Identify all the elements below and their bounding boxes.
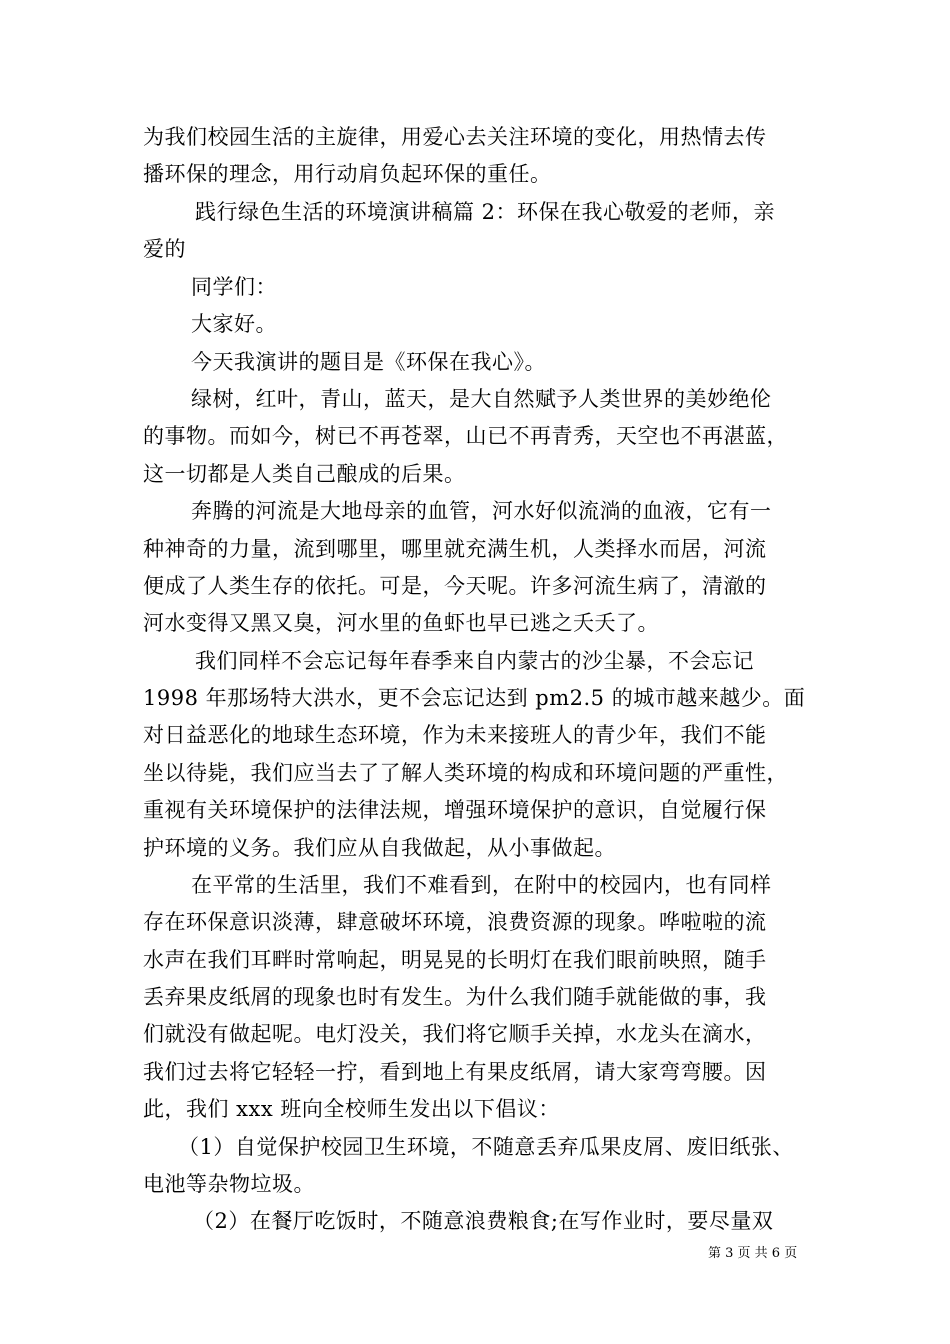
text-line: 绿树，红叶，青山，蓝天，是大自然赋予人类世界的美妙绝伦: [191, 387, 772, 411]
text-line: 大家好。: [191, 312, 277, 336]
text-line: 坐以待毙，我们应当去了了解人类环境的构成和环境问题的严重性，: [143, 761, 788, 785]
text-line: 我们过去将它轻轻一拧，看到地上有果皮纸屑，请大家弯弯腰。因: [143, 1060, 767, 1084]
text-line: 1998 年那场特大洪水，更不会忘记达到 pm2.5 的城市越来越少。面: [143, 686, 806, 710]
text-line: 同学们：: [191, 275, 277, 299]
text-line: 践行绿色生活的环境演讲稿篇 2：环保在我心敬爱的老师，亲: [195, 200, 776, 224]
text-line: 这一切都是人类自己酿成的后果。: [143, 462, 466, 486]
text-line: 此，我们 xxx 班向全校师生发出以下倡议：: [143, 1097, 560, 1121]
list-item-1: （1）自觉保护校园卫生环境，不随意丢弃瓜果皮屑、废旧纸张、: [178, 1135, 794, 1159]
text-line: 重视有关环境保护的法律法规，增强环境保护的意识，自觉履行保: [143, 798, 767, 822]
text-line: 的事物。而如今，树已不再苍翠，山已不再青秀，天空也不再湛蓝，: [143, 424, 788, 448]
text-line: 丢弃果皮纸屑的现象也时有发生。为什么我们随手就能做的事，我: [143, 985, 767, 1009]
text-line: 为我们校园生活的主旋律，用爱心去关注环境的变化，用热情去传: [143, 125, 767, 149]
text-line: 对日益恶化的地球生态环境，作为未来接班人的青少年，我们不能: [143, 723, 767, 747]
text-line: 今天我演讲的题目是《环保在我心》。: [191, 350, 546, 374]
page-indicator: 第 3 页 共 6 页: [708, 1246, 798, 1261]
text-line: 在平常的生活里，我们不难看到，在附中的校园内，也有同样: [191, 873, 772, 897]
text-line: 电池等杂物垃圾。: [143, 1172, 315, 1196]
text-line: 便成了人类生存的依托。可是，今天呢。许多河流生病了，清澈的: [143, 574, 767, 598]
text-line: 种神奇的力量，流到哪里，哪里就充满生机，人类择水而居，河流: [143, 537, 767, 561]
list-item-2: （2）在餐厅吃饭时，不随意浪费粮食;在写作业时，要尽量双: [193, 1209, 774, 1233]
text-line: 河水变得又黑又臭，河水里的鱼虾也早已逃之夭夭了。: [143, 611, 659, 635]
text-line: 们就没有做起呢。电灯没关，我们将它顺手关掉，水龙头在滴水，: [143, 1022, 767, 1046]
text-line: 播环保的理念，用行动肩负起环保的重任。: [143, 162, 552, 186]
text-line: 存在环保意识淡薄，肆意破坏环境，浪费资源的现象。哗啦啦的流: [143, 910, 767, 934]
text-line: 奔腾的河流是大地母亲的血管，河水好似流淌的血液，它有一: [191, 499, 772, 523]
text-line: 我们同样不会忘记每年春季来自内蒙古的沙尘暴，不会忘记: [195, 649, 754, 673]
text-line: 水声在我们耳畔时常响起，明晃晃的长明灯在我们眼前映照，随手: [143, 948, 767, 972]
text-line: 爱的: [143, 237, 186, 261]
text-line: 护环境的义务。我们应从自我做起，从小事做起。: [143, 836, 616, 860]
